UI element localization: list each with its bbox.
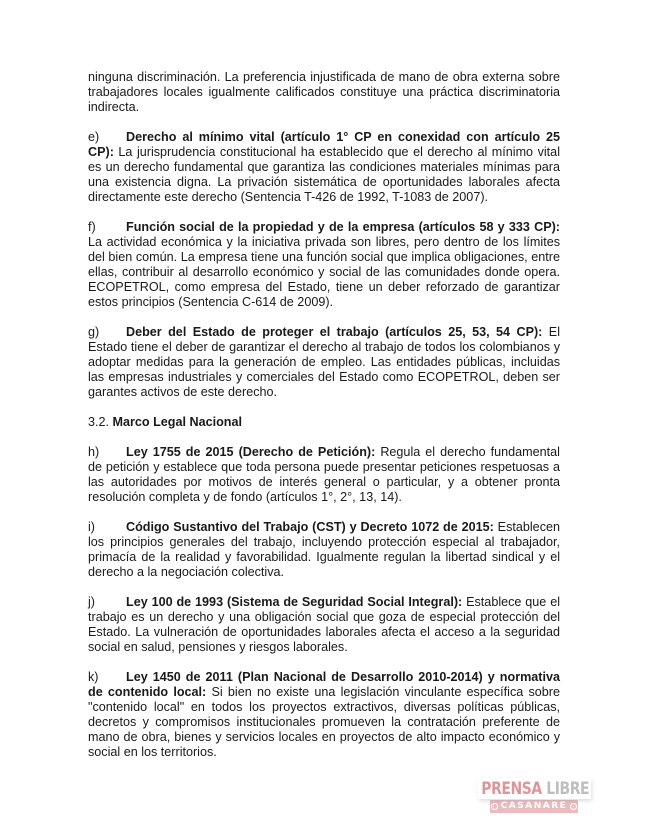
- watermark-brand-part1: PRENSA: [481, 779, 542, 799]
- item-title: Ley 1450 de 2011 (Plan Nacional de Desarrollo 2010-2014) y normativa de contenido local:: [88, 670, 560, 699]
- item-title: Derecho al mínimo vital (artículo 1° CP en conexidad con artículo 25 CP):: [88, 130, 560, 159]
- watermark-subtitle: CASANARE: [500, 801, 568, 811]
- item-label: j): [88, 595, 95, 609]
- list-item-h: [88, 445, 560, 505]
- list-item-k: [88, 670, 560, 760]
- item-label: e): [88, 130, 100, 144]
- list-item-i: [88, 520, 560, 580]
- circle-dot-icon: [570, 803, 577, 810]
- item-label: i): [88, 520, 95, 534]
- item-label: f): [88, 220, 96, 234]
- watermark-subtitle-band: [490, 800, 578, 813]
- item-body: Establecen los principios generales del trabajo, incluyendo protección especial al trabajador, primacía de la realidad y favorabilidad. Igualmente regulan la libertad sindical y el derecho a la negociación colectiva.: [88, 520, 560, 579]
- list-item-j: [88, 595, 560, 655]
- item-label: h): [88, 445, 100, 459]
- item-label: k): [88, 670, 99, 684]
- document-page: [88, 70, 560, 775]
- watermark-brand-part2: LIBRE: [546, 779, 590, 799]
- item-body: Regula el derecho fundamental de petición y establece que toda persona puede presentar peticiones respetuosas a las autoridades por motivos de interés general o particular, y a obtener pronta resolución completa y de fondo (artículos 1°, 2°, 13, 14).: [88, 445, 560, 504]
- item-title: Deber del Estado de proteger el trabajo (artículos 25, 53, 54 CP):: [126, 325, 543, 339]
- section-number: 3.2.: [88, 415, 110, 429]
- circle-dot-icon: [491, 803, 498, 810]
- intro-paragraph: ninguna discriminación. La preferencia injustificada de mano de obra externa sobre trabajadores locales igualmente calificados constituye una práctica discriminatoria indirecta.: [88, 70, 560, 114]
- item-body: Si bien no existe una legislación vinculante específica sobre "contenido local" en todos los proyectos extractivos, diversas políticas públicas, decretos y compromisos institucionales promueven la contratación preferente de mano de obra, bienes y servicios locales en proyectos de alto impacto económico y social en los territorios.: [88, 685, 560, 759]
- item-body: Establece que el trabajo es un derecho y una obligación social que goza de especial protección del Estado. La vulneración de oportunidades laborales afecta el acceso a la seguridad social en salud, pensiones y riesgos laborales.: [88, 595, 560, 654]
- item-title: Ley 100 de 1993 (Sistema de Seguridad Social Integral):: [126, 595, 463, 609]
- item-title: Ley 1755 de 2015 (Derecho de Petición):: [126, 445, 376, 459]
- section-title: Marco Legal Nacional: [112, 415, 242, 429]
- list-item-g: [88, 325, 560, 400]
- item-body: El Estado tiene el deber de garantizar el derecho al trabajo de todos los colombianos y adoptar medidas para la generación de empleo. Las entidades públicas, incluidas las empresas industriales y comerciales del Estado como ECOPETROL, deben ser garantes activos de este derecho.: [88, 325, 560, 399]
- item-body: La jurisprudencia constitucional ha establecido que el derecho al mínimo vital es un derecho fundamental que garantiza las condiciones materiales mínimas para una existencia digna. La privación sistemática de oportunidades laborales afecta directamente este derecho (Sentencia T-426 de 1992, T-1083 de 2007).: [88, 145, 560, 204]
- list-item-e: [88, 130, 560, 205]
- prensa-libre-watermark-logo: [478, 778, 590, 813]
- watermark-brand: [478, 778, 591, 799]
- item-label: g): [88, 325, 100, 339]
- item-title: Código Sustantivo del Trabajo (CST) y Decreto 1072 de 2015:: [126, 520, 494, 534]
- section-heading: [88, 415, 560, 430]
- list-item-f: [88, 220, 560, 310]
- item-body: La actividad económica y la iniciativa privada son libres, pero dentro de los límites del bien común. La empresa tiene una función social que implica obligaciones, entre ellas, contribuir al desarrollo económico y social de las comunidades donde opera. ECOPETROL, como empresa del Estado, tiene un deber reforzado de garantizar estos principios (Sentencia C-614 de 2009).: [88, 235, 560, 309]
- item-title: Función social de la propiedad y de la empresa (artículos 58 y 333 CP):: [126, 220, 560, 234]
